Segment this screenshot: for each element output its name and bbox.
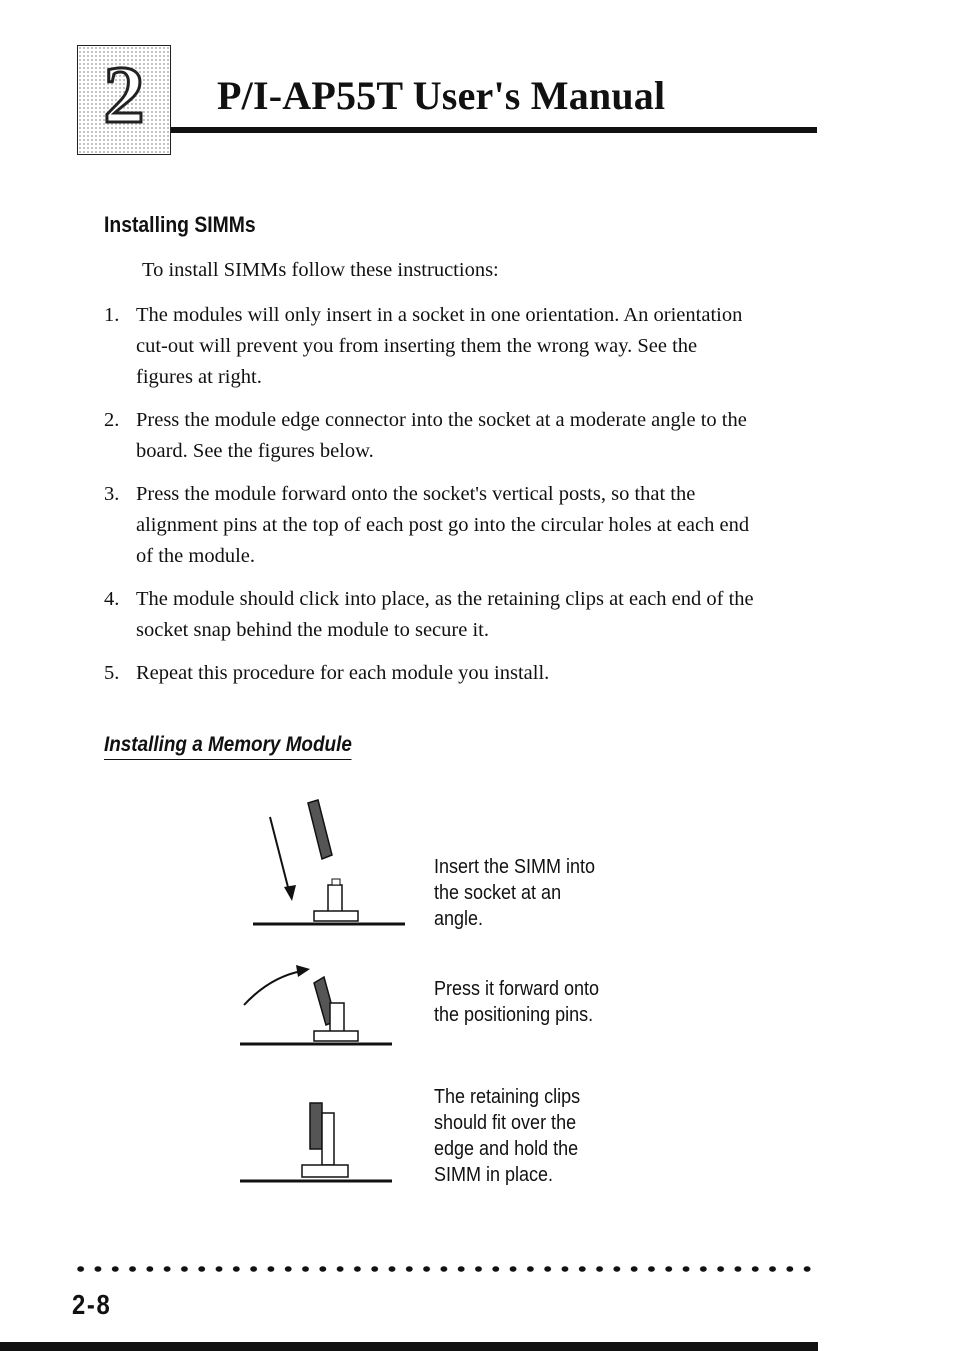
simm-insert-illustration [250,795,410,935]
instruction-step [104,658,754,689]
figure-caption: Insert the SIMM into the socket at an angle. [434,856,596,930]
step-text: Press the module forward onto the socket's vertical posts, so that the alignment pins at the top of each post go into the circular holes at each end of the module. [136,483,750,567]
footer-rule [0,1342,818,1351]
instruction-step [104,584,754,646]
simm-press-illustration [240,965,400,1050]
figure-heading: Installing a Memory Module [104,733,352,760]
instruction-list [104,300,754,701]
figure-caption: The retaining clips should fit over the edge and hold the SIMM in place. [434,1086,581,1186]
simm-seated-illustration [240,1095,400,1190]
dotted-divider [72,1262,820,1276]
step-number: 3. [104,483,120,505]
instruction-step [104,479,754,572]
intro-text: To install SIMMs follow these instructions: [142,259,499,281]
step-text: Press the module edge connector into the socket at a moderate angle to the board. See the figures below. [136,409,747,462]
step-number: 5. [104,662,120,684]
step-number: 4. [104,588,120,610]
step-number: 1. [104,304,120,326]
chapter-number: 2 [103,49,145,140]
chapter-number-box [77,45,171,155]
instruction-step [104,405,754,467]
step-text: The module should click into place, as the retaining clips at each end of the socket snap behind the module to secure it. [136,588,754,641]
figure-caption: Press it forward onto the positioning pins. [434,978,600,1026]
instruction-step [104,300,754,393]
header-rule [171,127,817,133]
section-heading: Installing SIMMs [104,212,256,237]
page-number: 2-8 [72,1289,112,1320]
step-number: 2. [104,409,120,431]
step-text: The modules will only insert in a socket in one orientation. An orientation cut-out will prevent you from inserting them the wrong way. See the figures at right. [136,304,743,388]
step-text: Repeat this procedure for each module you install. [136,662,550,684]
manual-title: P/I-AP55T User's Manual [217,73,666,118]
